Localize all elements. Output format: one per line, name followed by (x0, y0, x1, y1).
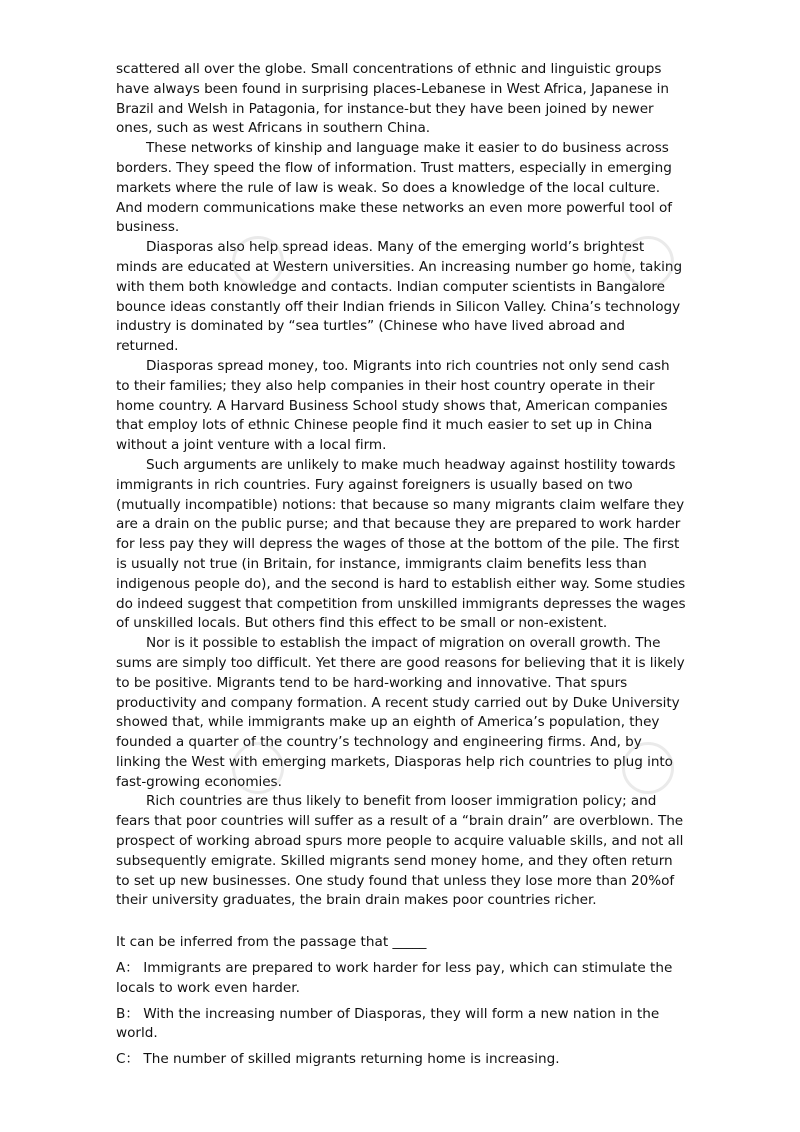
passage-paragraph-1: scattered all over the globe. Small concentrations of ethnic and linguistic groups have always been found in surprising places-Lebanese in West Africa, Japanese in Brazil and Welsh in Patagonia, for instance-but they have been joined by newer ones, such as west Africans in southern China. (116, 61, 669, 137)
option-a-text: Immigrants are prepared to work harder for less pay, which can stimulate the locals to work even harder. (116, 960, 673, 996)
passage-paragraph-5: Such arguments are unlikely to make much headway against hostility towards immigrants in rich countries. Fury against foreigners is usually based on two (mutually incompatible) notions: that because so many migrants claim welfare they are a drain on the public purse; and that because they are prepared to work harder for less pay they will depress the wages of those at the bottom of the pile. The first is usually not true (in Britain, for instance, immigrants claim benefits less than indigenous people do), and the second is hard to establish either way. Some studies do indeed suggest that competition from unskilled immigrants depresses the wages of unskilled locals. But others find this effect to be small or non-existent. (116, 456, 686, 632)
passage-paragraph-4: Diasporas spread money, too. Migrants into rich countries not only send cash to their families; they also help companies in their host country operate in their home country. A Harvard Business School study shows that, American companies that employ lots of ethnic Chinese people find it much easier to set up in China without a joint venture with a local firm. (116, 357, 670, 454)
question-stem: It can be inferred from the passage that _____ (116, 934, 427, 951)
answer-options (116, 959, 686, 1070)
option-b-letter: B： (116, 1005, 139, 1022)
passage-paragraph-6: Nor is it possible to establish the impact of migration on overall growth. The sums are simply too difficult. Yet there are good reasons for believing that it is likely to be positive. Migrants tend to be hard-working and innovative. That spurs productivity and company formation. A recent study carried out by Duke University showed that, while immigrants make up an eighth of America’s population, they founded a quarter of the country’s technology and engineering firms. And, by linking the West with emerging markets, Diasporas help rich countries to plug into fast-growing economies. (116, 635, 685, 790)
passage (116, 60, 686, 911)
option-b[interactable] (116, 1005, 686, 1045)
option-b-text: With the increasing number of Diasporas, they will form a new nation in the world. (116, 1005, 660, 1042)
document-page (116, 60, 686, 1070)
option-c-letter: C： (116, 1051, 140, 1068)
option-c-text: The number of skilled migrants returning home is increasing. (143, 1051, 560, 1068)
passage-paragraph-7: Rich countries are thus likely to benefit from looser immigration policy; and fears that poor countries will suffer as a result of a “brain drain” are overblown. The prospect of working abroad spurs more people to acquire valuable skills, and not all subsequently emigrate. Skilled migrants send money home, and they often return to set up new businesses. One study found that unless they lose more than 20%of their university graduates, the brain drain makes poor countries richer. (116, 793, 684, 909)
passage-paragraph-3: Diasporas also help spread ideas. Many of the emerging world’s brightest minds are educated at Western universities. An increasing number go home, taking with them both knowledge and contacts. Indian computer scientists in Bangalore bounce ideas constantly off their Indian friends in Silicon Valley. China’s technology industry is dominated by “sea turtles” (Chinese who have lived abroad and returned. (116, 239, 683, 355)
option-a-letter: A： (116, 960, 139, 977)
passage-paragraph-2: These networks of kinship and language make it easier to do business across borders. They speed the flow of information. Trust matters, especially in emerging markets where the rule of law is weak. So does a knowledge of the local culture. And modern communications make these networks an even more powerful tool of business. (116, 140, 672, 236)
option-a[interactable] (116, 959, 686, 999)
option-c[interactable] (116, 1050, 686, 1070)
